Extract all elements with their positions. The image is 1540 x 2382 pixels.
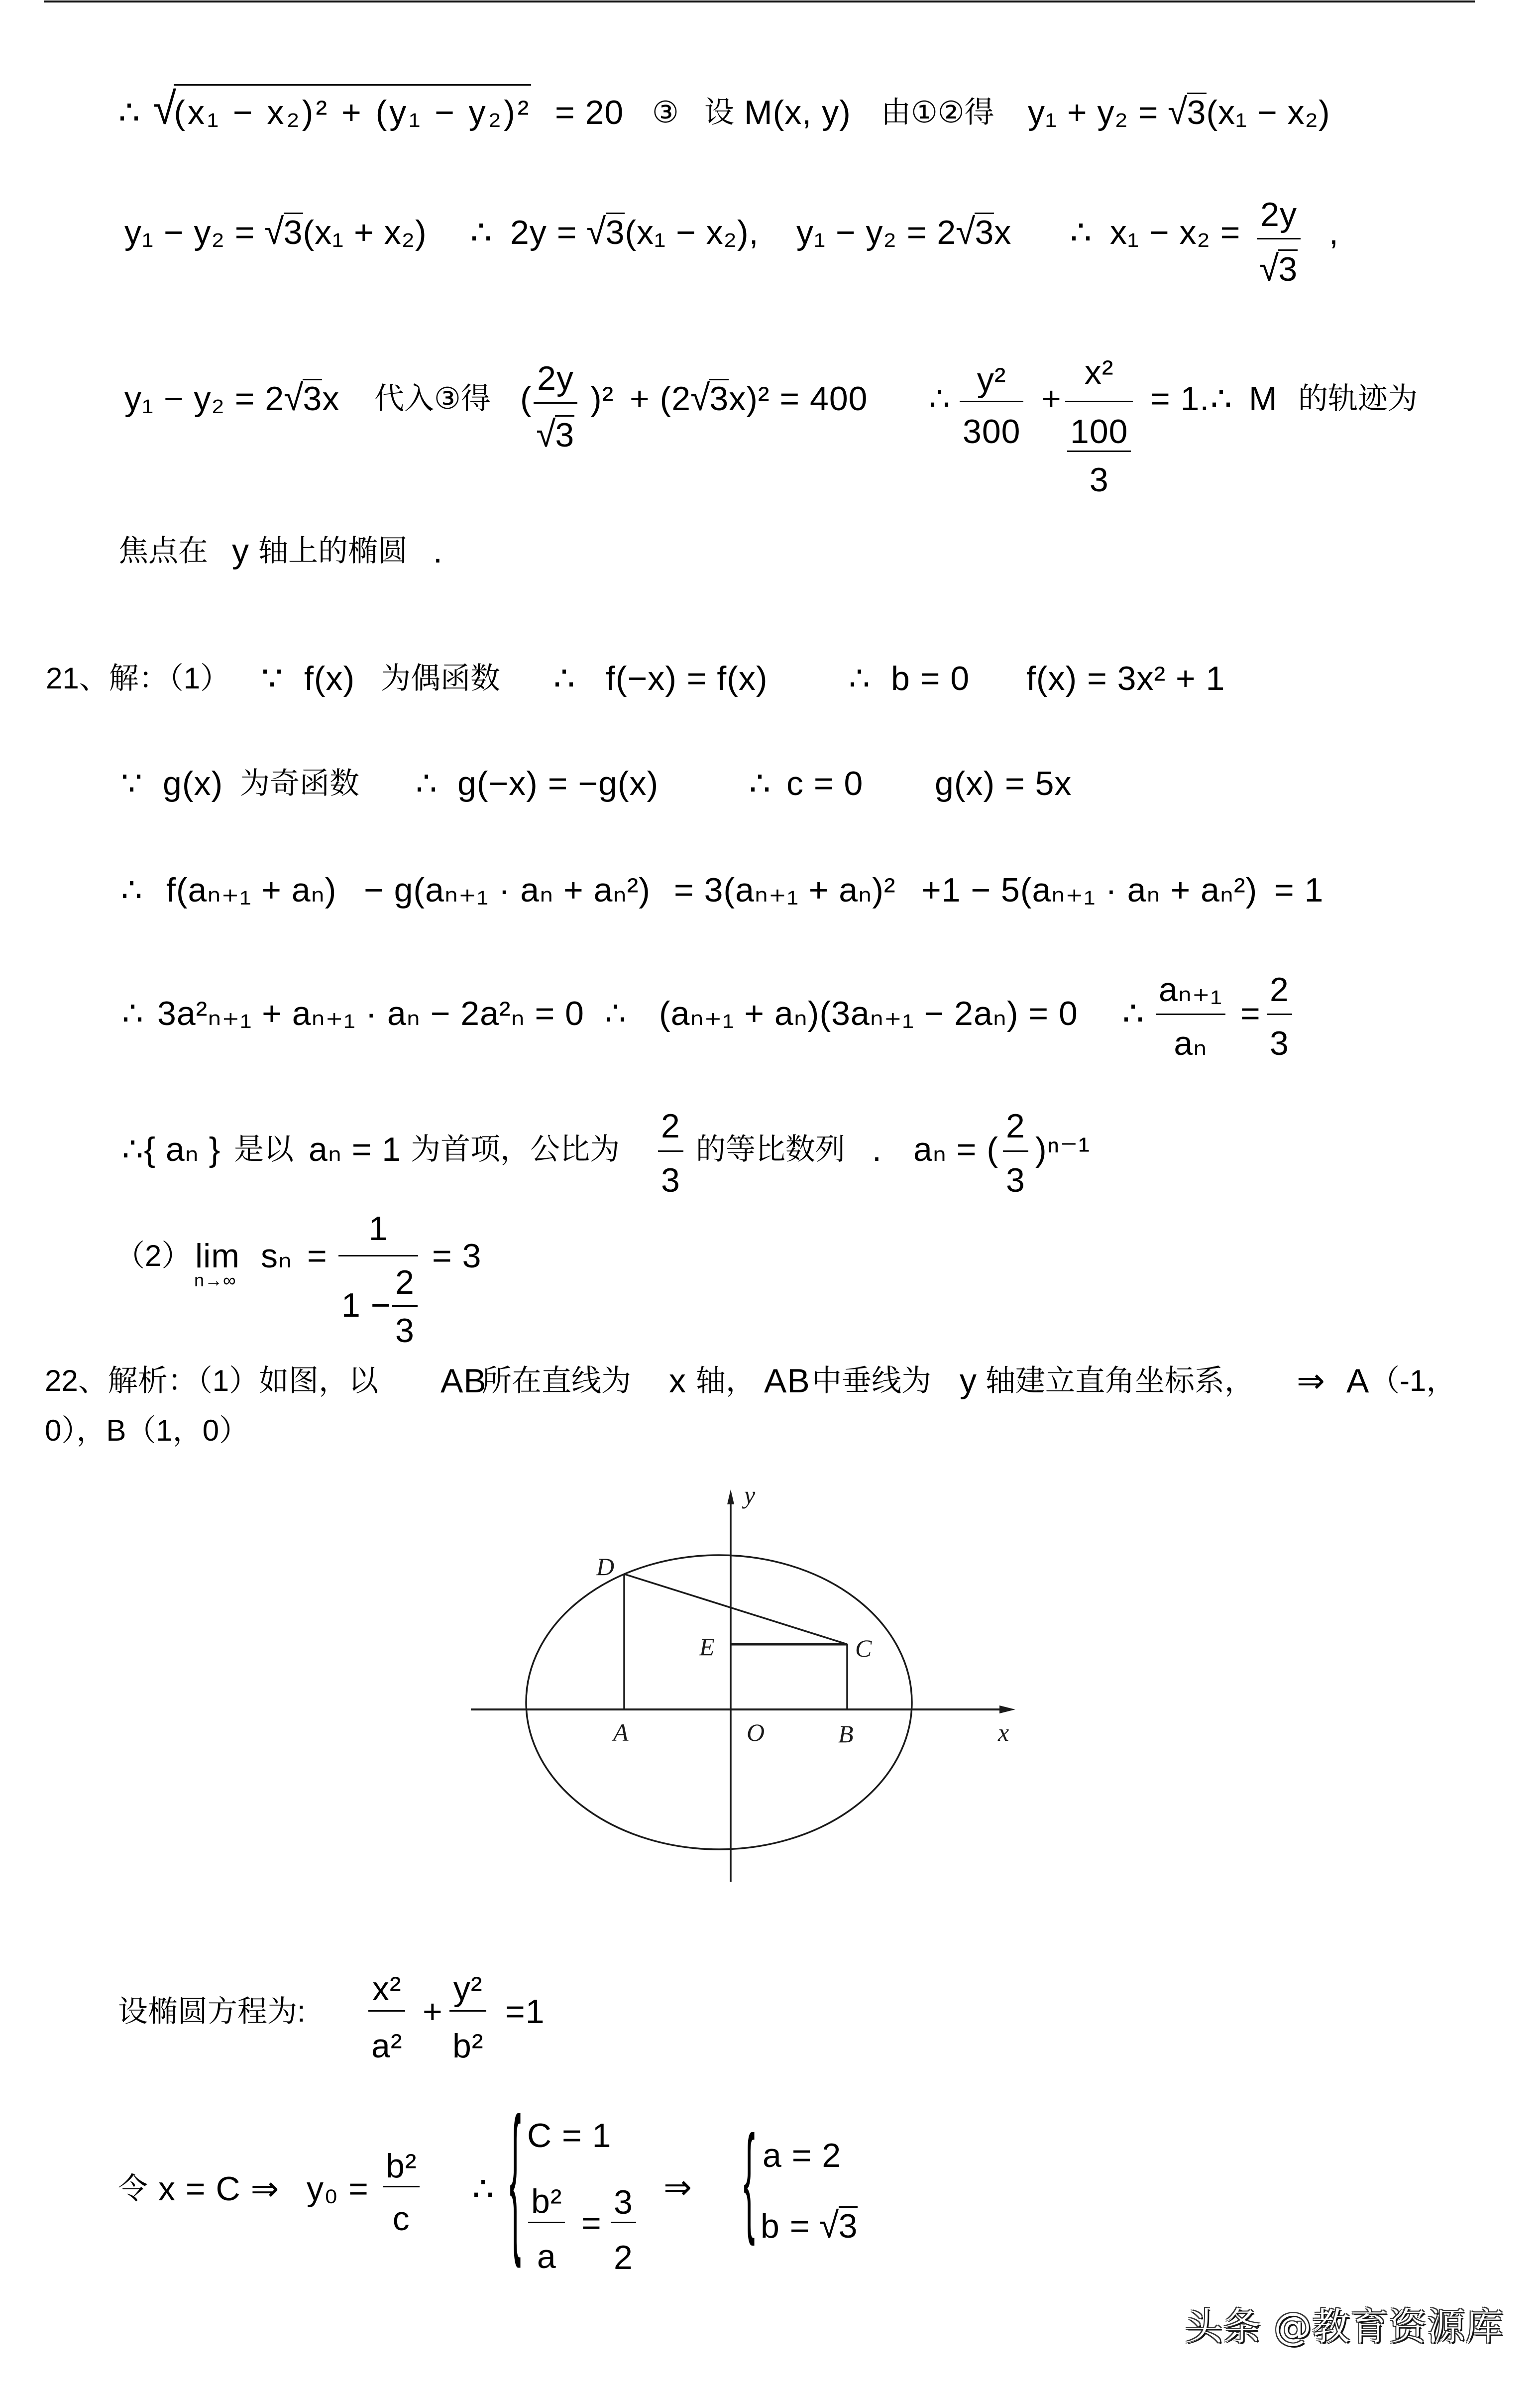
- top-rule: [44, 0, 1475, 2]
- p21-line-4: [0, 971, 1540, 1062]
- numerator: 2: [1006, 1107, 1025, 1145]
- open-paren: (: [520, 380, 532, 418]
- radicand: 3: [283, 214, 303, 251]
- denominator: 3: [1006, 1161, 1025, 1199]
- comma: ,: [1329, 214, 1339, 251]
- radical: [586, 211, 625, 252]
- even-function-text: 为偶函数: [381, 662, 500, 695]
- label-c: C: [855, 1634, 872, 1662]
- partial-sum: sₙ: [261, 1237, 293, 1275]
- result: = 1: [1274, 871, 1324, 909]
- label-b: B: [838, 1720, 854, 1748]
- is-text: 是以: [234, 1133, 294, 1166]
- p20-line-3: [0, 353, 1540, 499]
- radicand: 3: [605, 214, 625, 251]
- therefore-symbol: ∴: [122, 995, 144, 1032]
- twice-y-equation: [510, 211, 759, 252]
- p21-line-6: [0, 1210, 1540, 1350]
- denominator-lhs: 1 −: [341, 1286, 391, 1324]
- denominator: 2: [614, 2239, 633, 2276]
- therefore-symbol: ∴: [470, 214, 493, 251]
- system-2-row-2: [761, 2205, 858, 2246]
- denominator: c: [392, 2200, 410, 2238]
- radical-sign: √: [1259, 248, 1279, 289]
- y-variable: y: [232, 532, 249, 570]
- numerator: 2: [395, 1263, 415, 1301]
- part-2-label: （2）: [115, 1239, 192, 1272]
- system-2-row-1: a = 2: [763, 2137, 842, 2174]
- sum-equation: [1028, 91, 1330, 132]
- fraction-2-over-3: [1267, 966, 1292, 1072]
- p20-line-2: [0, 196, 1540, 289]
- ellipse-text: 轴上的椭圆: [258, 534, 408, 567]
- ellipse-coordinate-figure: [448, 1469, 1045, 1892]
- equation-lhs: y₁ − y₂ = 2: [124, 380, 285, 418]
- g-result: g(x) = 5x: [935, 765, 1072, 802]
- axis-label-x: x: [998, 1718, 1009, 1746]
- radical-sign: √: [819, 2205, 839, 2246]
- radical: [537, 416, 574, 454]
- plus-sign: +: [1041, 380, 1062, 418]
- therefore-symbol: ∴: [1210, 380, 1233, 418]
- p22-solve: [0, 2084, 1540, 2276]
- let-text: 令: [118, 2172, 148, 2205]
- system-1-row-1: C = 1: [527, 2117, 612, 2155]
- x-axis-arrow-icon: [999, 1705, 1015, 1713]
- segment-ab: AB: [440, 1362, 487, 1400]
- equals-sign: =: [581, 2204, 602, 2242]
- difference-equation: [124, 211, 427, 252]
- x-equals-c: x = C ⇒: [158, 2170, 280, 2208]
- because-symbol: ∵: [261, 660, 284, 697]
- ellipse-equation-intro: 设椭圆方程为:: [118, 1995, 306, 2028]
- fraction-3-over-2: [611, 2183, 636, 2292]
- ratio-description: 为首项，公比为: [411, 1133, 620, 1166]
- numerator: y²: [453, 1970, 483, 2008]
- row-lhs: b =: [761, 2207, 820, 2245]
- label-e: E: [699, 1633, 715, 1661]
- line-text: 所在直线为: [482, 1364, 631, 1397]
- radical-sign: √: [284, 377, 304, 419]
- term-lhs: + (2: [630, 380, 691, 418]
- numerator: aₙ₊₁: [1159, 971, 1222, 1009]
- therefore-symbol: ∴: [553, 660, 576, 697]
- general-term-exponent: )ⁿ⁻¹: [1035, 1131, 1090, 1168]
- fraction-b2-over-c: [383, 2147, 420, 2251]
- distance-radical: [153, 84, 532, 134]
- difference-result: [796, 211, 1012, 252]
- quadratic-equation: 3a²ₙ₊₁ + aₙ₊₁ · aₙ − 2a²ₙ = 0: [157, 995, 584, 1032]
- denominator: 3: [395, 1312, 415, 1350]
- radical-sign: √: [264, 211, 284, 252]
- denominator: [338, 1256, 418, 1350]
- radical: [820, 2207, 858, 2245]
- radical-sign: √: [690, 377, 710, 419]
- label-a: A: [613, 1718, 629, 1746]
- radical: [264, 211, 303, 252]
- numerator: 3: [614, 2183, 633, 2221]
- therefore-symbol: ∴: [121, 871, 143, 909]
- equals-one: =1: [505, 1993, 545, 2031]
- point-a-label: A: [1346, 1362, 1370, 1400]
- p20-line-1: [0, 84, 1540, 134]
- radical: [956, 211, 994, 252]
- term-f: f(aₙ₊₁ + aₙ): [166, 871, 337, 909]
- factored-equation: (aₙ₊₁ + aₙ)(3aₙ₊₁ − 2aₙ) = 0: [659, 995, 1078, 1032]
- radicand: 3: [555, 416, 575, 454]
- sum-lhs: y₁ + y₂ =: [1028, 94, 1169, 131]
- function-g: g(x): [163, 765, 223, 802]
- equation-rhs: x: [322, 380, 340, 418]
- fraction-limit-sum: [338, 1203, 418, 1350]
- limit-result: = 3: [432, 1237, 482, 1275]
- p22-line-2: [0, 1414, 1540, 1448]
- radical-sign: √: [1168, 91, 1188, 132]
- p21-line-5: [0, 1107, 1540, 1199]
- fraction-x2-over-100-thirds: [1065, 344, 1133, 508]
- equals-sign: =: [1240, 995, 1261, 1032]
- segment-ab: AB: [764, 1362, 810, 1400]
- let-text: 设: [704, 96, 734, 129]
- point-a-coordinate: （-1，: [1370, 1364, 1456, 1397]
- expansion-part-1: = 3(aₙ₊₁ + aₙ)²: [674, 871, 896, 909]
- denominator: [1065, 402, 1133, 508]
- first-term: aₙ = 1: [309, 1131, 402, 1168]
- numerator: y²: [977, 361, 1006, 399]
- axis-text: 轴，: [696, 1364, 756, 1397]
- term-rhs: x)² = 400: [729, 380, 868, 418]
- c-value: c = 0: [786, 765, 864, 802]
- geometric-sequence-text: 的等比数列: [696, 1133, 845, 1166]
- equation-lhs: y₁ − y₂ =: [124, 214, 265, 251]
- second-term: [630, 377, 868, 419]
- equals-20: = 20: [555, 94, 624, 131]
- denominator: a: [537, 2238, 556, 2275]
- sequence-set: ∴{ aₙ }: [122, 1131, 221, 1168]
- fraction-b2-over-a: [528, 2181, 565, 2290]
- points-coordinates: 0），B（1，0）: [45, 1414, 249, 1447]
- radical: [284, 377, 323, 419]
- equation-rhs: (x₁ − x₂),: [625, 214, 759, 251]
- therefore-symbol: ∴: [929, 380, 951, 418]
- denominator: 3: [1089, 461, 1109, 499]
- equation-lhs: y₁ − y₂ = 2: [796, 214, 957, 251]
- implies-arrow: ⇒: [1297, 1362, 1325, 1400]
- fraction-common-ratio: [658, 1102, 683, 1209]
- numerator: x²: [372, 1970, 402, 2008]
- therefore-symbol: ∴: [849, 660, 871, 697]
- p22-ellipse-equation: [0, 1970, 1540, 2065]
- fraction-2-over-3: [392, 1260, 418, 1355]
- equation-tag: ③: [652, 96, 679, 129]
- problem-22-intro: 22、解析：（1）如图，以: [45, 1364, 379, 1397]
- therefore-symbol: ∴: [1070, 214, 1093, 251]
- radical: [1260, 250, 1298, 288]
- substitute-text: 代入③得: [374, 382, 491, 415]
- radicand: 3: [1278, 250, 1298, 288]
- therefore-symbol: ∴: [749, 765, 771, 802]
- b-value: b = 0: [891, 660, 970, 697]
- numerator: 2: [661, 1107, 680, 1145]
- segment-dc: [624, 1574, 847, 1644]
- difference-result: [124, 377, 340, 419]
- fraction-y2-over-300: [960, 359, 1023, 461]
- fraction-2-over-3: [1003, 1102, 1028, 1209]
- fraction-ratio: [1156, 966, 1225, 1072]
- implies-arrow: ⇒: [663, 2168, 692, 2206]
- perpendicular-bisector-text: 中垂线为: [812, 1364, 931, 1397]
- focus-text: 焦点在: [118, 534, 208, 567]
- locus-text: 的轨迹为: [1298, 382, 1418, 415]
- p21-line-1: [0, 662, 1540, 695]
- denominator: 300: [963, 413, 1021, 451]
- term-g: − g(aₙ₊₁ · aₙ + aₙ²): [364, 871, 651, 909]
- fraction-x2-over-a2: [368, 1968, 405, 2081]
- radical: [153, 84, 532, 134]
- y0-lhs: y₀ =: [307, 2170, 369, 2208]
- fraction-2y-over-sqrt3: [534, 355, 577, 467]
- system-1-brace: {: [510, 2084, 521, 2270]
- denominator: [1257, 239, 1301, 299]
- axis-label-y: y: [744, 1481, 756, 1509]
- therefore-symbol: ∴: [605, 995, 627, 1032]
- f-result: f(x) = 3x² + 1: [1026, 660, 1225, 697]
- point-m: M(x, y): [744, 94, 851, 131]
- therefore-symbol: ∴: [472, 2170, 495, 2208]
- coordinate-system-text: 轴建立直角坐标系，: [986, 1364, 1254, 1397]
- numerator: 1: [368, 1210, 388, 1248]
- radicand: 3: [838, 2207, 858, 2245]
- point-m: M: [1249, 380, 1278, 418]
- watermark: 头条 @教育资源库: [1185, 2304, 1504, 2349]
- denominator: 3: [661, 1161, 680, 1199]
- x-difference-lhs: x₁ − x₂ =: [1110, 214, 1241, 251]
- close-paren-squared: )²: [590, 380, 614, 418]
- therefore-symbol: ∴: [118, 94, 141, 131]
- radicand: 3: [303, 380, 323, 418]
- function-f: f(x): [304, 660, 355, 697]
- numerator: b²: [386, 2147, 417, 2185]
- fraction-y2-over-b2: [449, 1968, 486, 2081]
- x-variable: x: [669, 1362, 686, 1400]
- denominator: [534, 404, 577, 467]
- denominator: aₙ: [1174, 1024, 1208, 1062]
- equation-lhs: 2y =: [510, 214, 587, 251]
- fraction-2y-over-sqrt3: [1257, 192, 1301, 299]
- problem-21-label: 21、解：（1）: [46, 662, 230, 695]
- radicand: 3: [709, 380, 729, 418]
- equals-sign: =: [307, 1237, 328, 1275]
- p21-line-2: [0, 767, 1540, 800]
- label-o: O: [747, 1718, 765, 1746]
- sum-rhs: (x₁ − x₂): [1206, 94, 1330, 131]
- plus-sign: +: [423, 1993, 443, 2031]
- numerator: b²: [531, 2182, 562, 2220]
- numerator: 2y: [1260, 196, 1297, 233]
- y-variable: y: [960, 1362, 977, 1400]
- equation-rhs: x: [994, 214, 1012, 251]
- from-equations-text: 由①②得: [881, 96, 994, 129]
- equals-one: = 1.: [1150, 380, 1210, 418]
- therefore-symbol: ∴: [1122, 995, 1145, 1032]
- radicand: (x₁ − x₂)² + (y₁ − y₂)²: [174, 84, 531, 129]
- numerator: 100: [1070, 413, 1128, 451]
- expansion-part-2: +1 − 5(aₙ₊₁ · aₙ + aₙ²): [921, 871, 1258, 909]
- radical-sign: √: [956, 211, 976, 252]
- fraction-100-over-3: [1067, 413, 1131, 508]
- denominator: b²: [452, 2027, 484, 2065]
- limit-operator: lim: [195, 1237, 240, 1275]
- p20-line-4: [0, 534, 1540, 568]
- radical-sign: √: [586, 211, 606, 252]
- numerator: x²: [1084, 353, 1114, 391]
- because-symbol: ∵: [121, 765, 143, 802]
- y-axis-arrow-icon: [727, 1489, 734, 1504]
- p21-line-3: [0, 873, 1540, 907]
- radical-sign: √: [536, 414, 556, 455]
- radicand: 3: [975, 214, 994, 251]
- therefore-symbol: ∴: [416, 765, 438, 802]
- odd-identity: g(−x) = −g(x): [457, 765, 659, 802]
- period: .: [433, 532, 443, 570]
- odd-function-text: 为奇函数: [240, 767, 359, 800]
- numerator: 2y: [537, 359, 574, 397]
- denominator: a²: [371, 2027, 403, 2065]
- even-identity: f(−x) = f(x): [606, 660, 768, 697]
- system-2-brace: {: [744, 2111, 755, 2248]
- radicand: 3: [1187, 94, 1207, 131]
- label-d: D: [596, 1553, 615, 1581]
- denominator: 3: [1270, 1024, 1289, 1062]
- radical-sign: √: [153, 84, 176, 134]
- p22-line-1: [0, 1364, 1540, 1398]
- numerator: 2: [1270, 971, 1289, 1009]
- period: .: [872, 1131, 882, 1168]
- ellipse-curve: [526, 1555, 912, 1849]
- equation-rhs: (x₁ + x₂): [303, 214, 427, 251]
- radical: [1168, 91, 1207, 132]
- general-term-lhs: aₙ = (: [913, 1131, 999, 1168]
- limit-subscript: n→∞: [194, 1270, 236, 1290]
- radical: [690, 377, 729, 419]
